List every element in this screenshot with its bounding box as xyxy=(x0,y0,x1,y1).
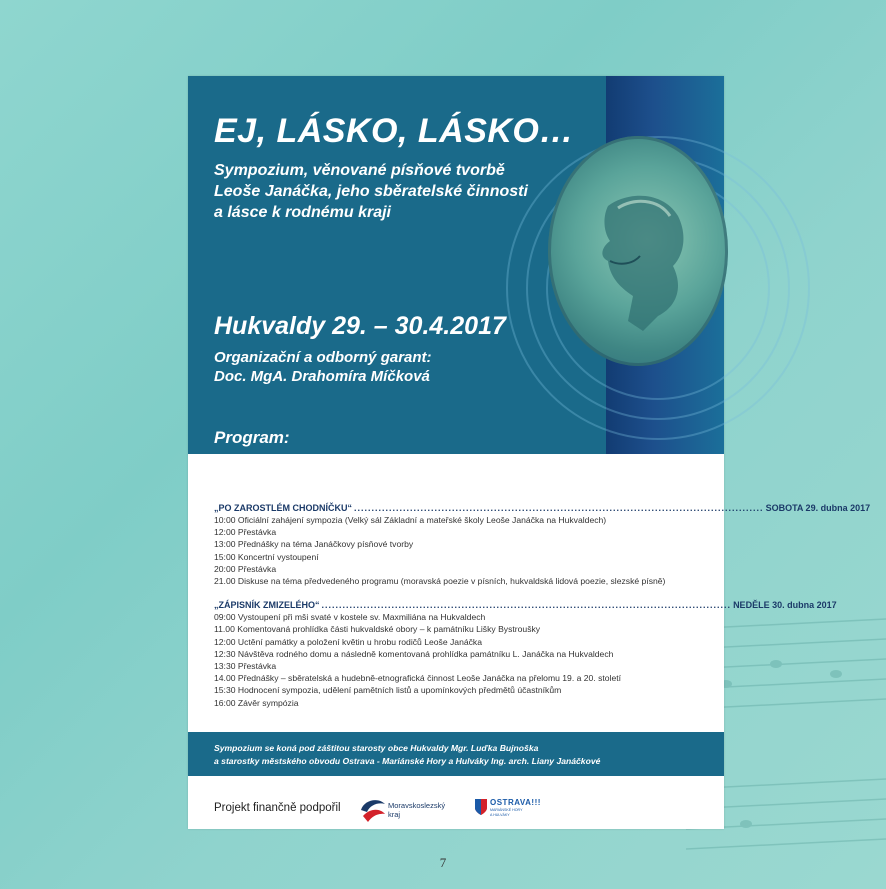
patronage-band xyxy=(188,732,724,776)
region-logo-icon xyxy=(358,794,388,826)
program-label: Program: xyxy=(214,428,290,447)
poster xyxy=(188,76,871,829)
coat-of-arms-icon xyxy=(474,798,488,816)
schedule-item: 12:30 Návštěva rodného domu a následně komentovaná prohlídka památníku L. Janáčka na Hukvaldech xyxy=(214,648,614,659)
schedule-item: 10:00 Oficiální zahájení sympozia (Velký sál Základní a mateřské školy Leoše Janáčka na Hukvaldech) xyxy=(214,515,607,525)
schedule-item: 09:00 Vystoupení při mši svaté v kostele sv. Maxmiliána na Hukvaldech xyxy=(214,612,486,623)
schedule-item: 14.00 Přednášky – sběratelská a hudebně-etnografická činnost Leoše Janáčka na přelomu 19. a 20. století xyxy=(214,673,622,684)
poster-title: EJ, LÁSKO, LÁSKO… xyxy=(214,112,574,150)
schedule-item: 13:30 Přestávka xyxy=(214,661,277,672)
program-schedule xyxy=(214,502,871,709)
schedule-item: 11.00 Komentovaná prohlídka části hukvaldské obory – k památníku Lišky Bystroušky xyxy=(214,624,541,635)
schedule-item: 12:00 Uctění památky a položení květin u hrobu rodičů Leoše Janáčka xyxy=(214,636,483,647)
funded-by-label: Projekt finančně podpořil xyxy=(214,802,341,814)
schedule-item: 15:30 Hodnocení sympozia, udělení pamětních listů a upomínkových předmětů účastníkům xyxy=(214,685,562,696)
schedule-item: 13:00 Přednášky na téma Janáčkovy písňové tvorby xyxy=(214,539,414,550)
organizer-info: Organizační a odborný garant: Doc. MgA. Drahomíra Míčková xyxy=(214,349,432,385)
day-heading-sunday: „ZÁPISNÍK ZMIZELÉHO“ ..................................................................................................................... NEDĚLE 30. dubna 2017 xyxy=(214,600,837,611)
sponsor-row xyxy=(188,792,724,829)
schedule-item: 16:00 Závěr sympózia xyxy=(214,697,299,708)
poster-subtitle: Sympozium, věnované písňové tvorbě Leoše Janáčka, jeho sběratelské činnosti a lásce k rodnému kraji xyxy=(214,162,528,221)
schedule-item: 20:00 Přestávka xyxy=(214,563,277,574)
schedule-item: 12:00 Přestávka xyxy=(214,527,277,538)
hero-band xyxy=(188,76,724,454)
patronage-text: Sympozium se koná pod záštitou starosty obce Hukvaldy Mgr. Luďka Bujnoška a starostky městského obvodu Ostrava - Mariánské Hory a Hulváky Ing. arch. Liany Janáčkové xyxy=(214,743,601,766)
schedule-item: 21.00 Diskuse na téma předvedeného programu (moravská poezie v písních, hukvaldská lidová poezie, slezské písně) xyxy=(214,576,666,587)
event-dates: Hukvaldy 29. – 30.4.2017 xyxy=(214,312,506,340)
ostrava-district-logo: OSTRAVA!!! MARIÁNSKÉ HORY A HULVÁKY xyxy=(474,798,554,824)
schedule-item: 15:00 Koncertní vystoupení xyxy=(214,551,319,562)
day-heading-saturday: „PO ZAROSTLÉM CHODNÍČKU“ ..................................................................................................................... SOBOTA 29. dubna 2017 xyxy=(214,503,871,513)
janacek-medal-image xyxy=(548,136,728,366)
moravskoslezsky-kraj-logo: Moravskoslezský kraj xyxy=(358,794,458,826)
page-number: 7 xyxy=(439,855,447,870)
